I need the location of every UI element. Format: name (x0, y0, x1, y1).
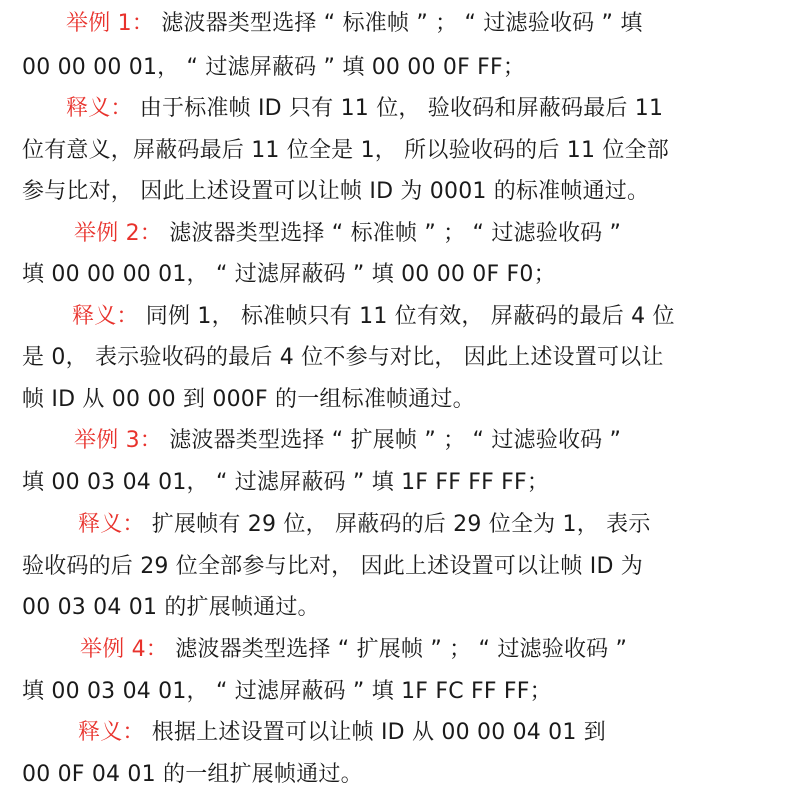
text-line (0, 758, 790, 792)
text-line (0, 508, 790, 542)
text-line (0, 383, 790, 417)
line-text: 位有意义，屏蔽码最后 11 位全是 1， 所以验收码的后 11 位全部 (22, 138, 669, 163)
text-line (0, 716, 790, 750)
text-line (0, 92, 790, 126)
line-text: 是 0， 表示验收码的最后 4 位不参与对比， 因此上述设置可以让 (22, 345, 664, 370)
text-line (0, 341, 790, 375)
example-label: 举例 4： (80, 637, 168, 662)
text-line (0, 466, 790, 500)
example-label: 举例 1： (66, 11, 154, 36)
text-line (0, 675, 790, 709)
line-text: 填 00 03 04 01， “ 过滤屏蔽码 ” 填 1F FC FF FF； (22, 679, 552, 704)
explanation-label: 释义： (78, 512, 145, 537)
text-line (0, 258, 790, 292)
text-line (0, 300, 790, 334)
line-text: 验收码的后 29 位全部参与比对， 因此上述设置可以让帧 ID 为 (22, 554, 643, 579)
line-text: 00 00 00 01， “ 过滤屏蔽码 ” 填 00 00 0F FF； (22, 55, 526, 80)
line-text: 滤波器类型选择 “ 扩展帧 ” ； “ 过滤验收码 ” (168, 637, 628, 662)
text-line (0, 550, 790, 584)
explanation-label: 释义： (78, 720, 145, 745)
line-text: 扩展帧有 29 位， 屏蔽码的后 29 位全为 1， 表示 (144, 512, 651, 537)
line-text: 滤波器类型选择 “ 扩展帧 ” ； “ 过滤验收码 ” (162, 428, 622, 453)
line-text: 同例 1， 标准帧只有 11 位有效， 屏蔽码的最后 4 位 (138, 304, 675, 329)
text-line (0, 7, 790, 41)
line-text: 填 00 00 00 01， “ 过滤屏蔽码 ” 填 00 00 0F F0； (22, 262, 556, 287)
explanation-label: 释义： (72, 304, 139, 329)
example-label: 举例 2： (74, 221, 162, 246)
text-line (0, 424, 790, 458)
line-text: 滤波器类型选择 “ 标准帧 ” ； “ 过滤验收码 ” (162, 221, 622, 246)
line-text: 00 0F 04 01 的一组扩展帧通过。 (22, 762, 363, 787)
line-text: 由于标准帧 ID 只有 11 位， 验收码和屏蔽码最后 11 (132, 96, 664, 121)
line-text: 填 00 03 04 01， “ 过滤屏蔽码 ” 填 1F FF FF FF； (22, 470, 550, 495)
line-text: 参与比对， 因此上述设置可以让帧 ID 为 0001 的标准帧通过。 (22, 179, 650, 204)
text-line (0, 175, 790, 209)
line-text: 根据上述设置可以让帧 ID 从 00 00 04 01 到 (144, 720, 606, 745)
line-text: 帧 ID 从 00 00 到 000F 的一组标准帧通过。 (22, 387, 475, 412)
line-text: 00 03 04 01 的扩展帧通过。 (22, 595, 320, 620)
line-text: 滤波器类型选择 “ 标准帧 ” ； “ 过滤验收码 ” 填 (154, 11, 643, 36)
explanation-label: 释义： (66, 96, 133, 121)
text-line (0, 51, 790, 85)
example-label: 举例 3： (74, 428, 162, 453)
text-line (0, 217, 790, 251)
text-line (0, 134, 790, 168)
text-line (0, 591, 790, 625)
text-line (0, 633, 790, 667)
